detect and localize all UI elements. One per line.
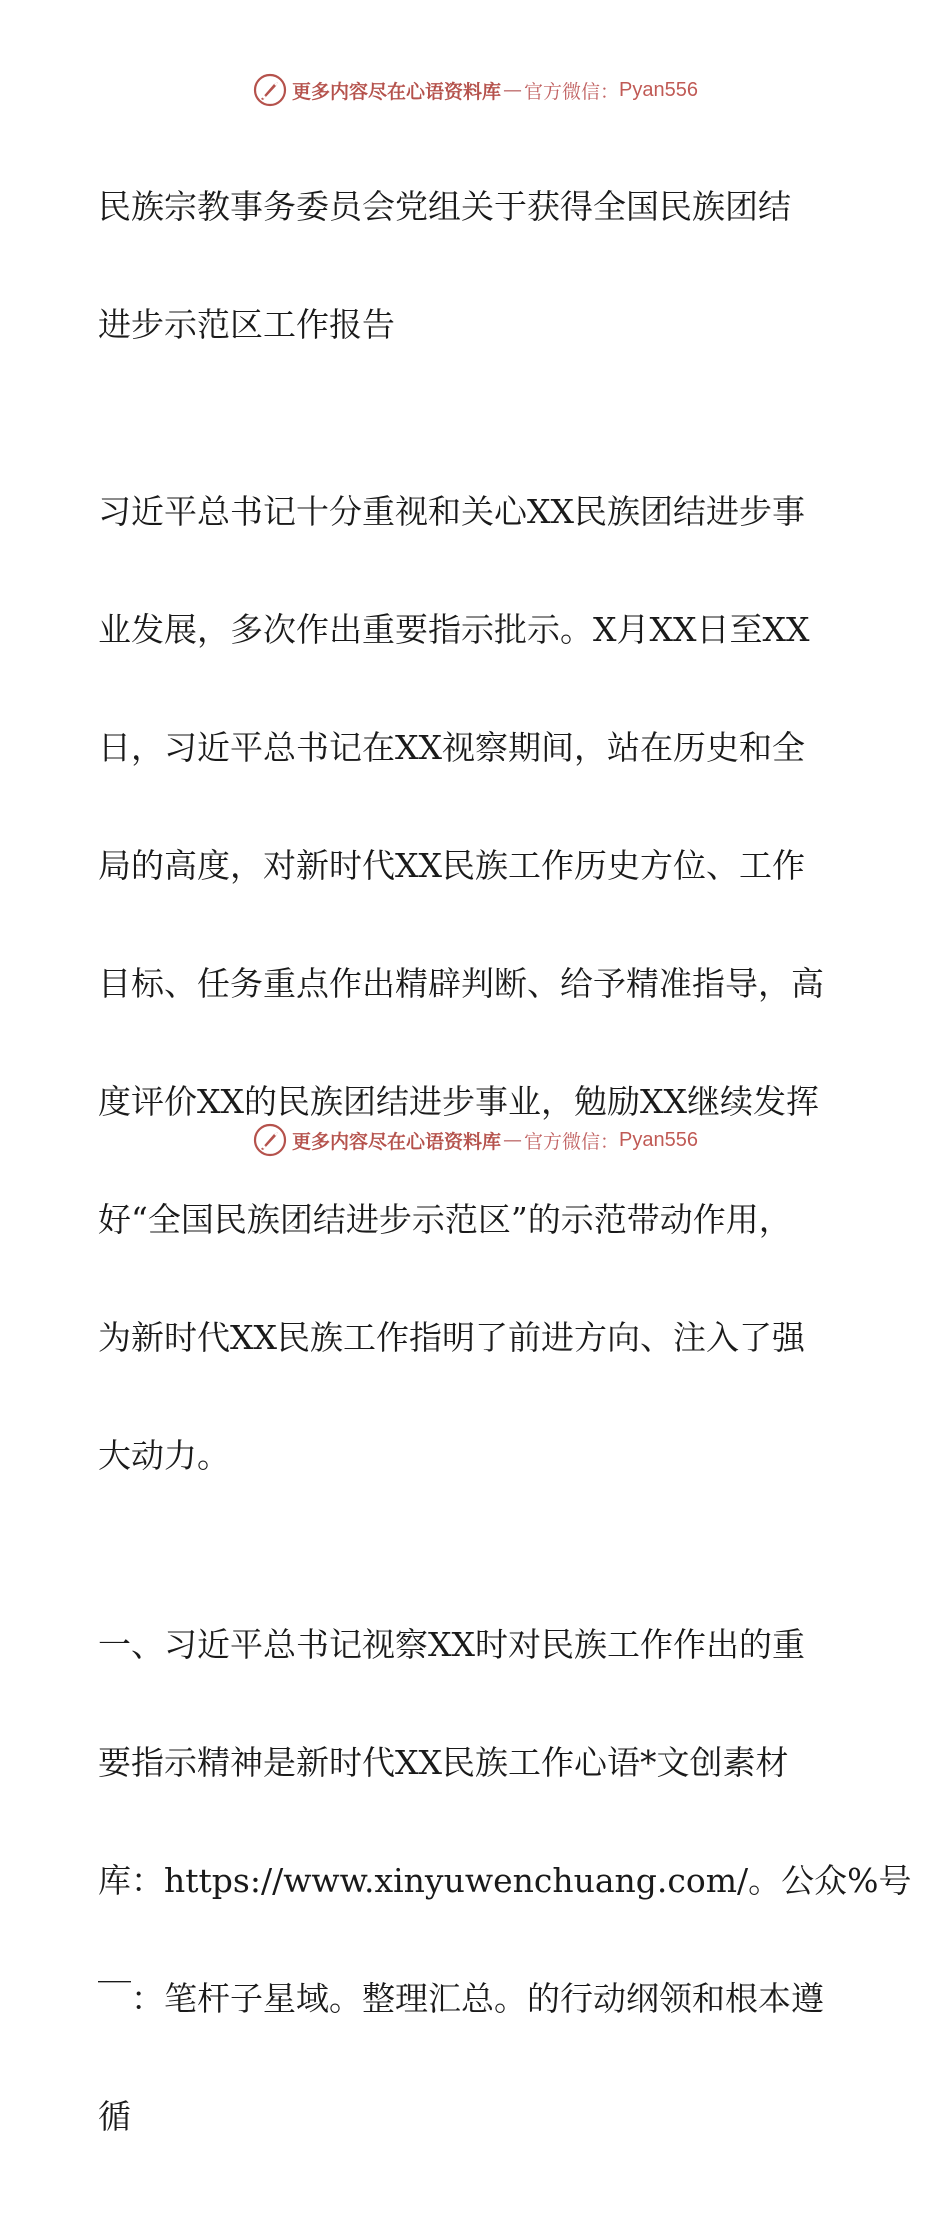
paragraph-line: 业发展，多次作出重要指示批示。X月XX日至XX <box>98 610 810 649</box>
paragraph-line: 大动力。 <box>98 1436 230 1475</box>
paragraph-line: 库：https://www.xinyuwenchuang.com/。公众%号 <box>98 1861 912 1900</box>
banner-text: 更多内容尽在心语资料库 <box>292 80 502 103</box>
document-body <box>98 118 912 2217</box>
paragraph-line: 为新时代XX民族工作指明了前进方向、注入了强 <box>98 1318 805 1357</box>
paragraph-line: 目标、任务重点作出精辟判断、给予精准指导，高 <box>98 964 824 1003</box>
paragraph-line: 日，习近平总书记在XX视察期间，站在历史和全 <box>98 728 805 767</box>
banner-separator: — <box>503 1129 523 1151</box>
paragraph-line: 习近平总书记十分重视和关心XX民族团结进步事 <box>98 492 805 531</box>
footer-banner <box>0 1120 950 1160</box>
pen-logo-icon <box>252 72 288 108</box>
banner-wechat-label: 官方微信： <box>524 80 620 103</box>
paragraph-line: 要指示精神是新时代XX民族工作心语*文创素材 <box>98 1743 789 1782</box>
paragraph-line: 好“全国民族团结进步示范区”的示范带动作用， <box>98 1200 792 1239</box>
document-title <box>98 118 858 413</box>
banner-separator: — <box>503 79 523 101</box>
banner-wechat-id: Pyan556 <box>619 1128 698 1151</box>
paragraph-line: 循 <box>98 2097 131 2136</box>
title-line: 民族宗教事务委员会党组关于获得全国民族团结 <box>98 187 791 226</box>
banner-wechat-id: Pyan556 <box>619 78 698 101</box>
banner-wechat-label: 官方微信： <box>524 1130 620 1153</box>
paragraph-line: ￣：笔杆子星域。整理汇总。的行动纲领和根本遵 <box>98 1979 824 2018</box>
paragraph-section-one <box>98 1556 912 2205</box>
pen-logo-icon <box>252 1122 288 1158</box>
title-line: 进步示范区工作报告 <box>98 305 395 344</box>
paragraph-intro <box>98 423 858 1544</box>
paragraph-line: 一、习近平总书记视察XX时对民族工作作出的重 <box>98 1625 805 1664</box>
paragraph-line: 局的高度，对新时代XX民族工作历史方位、工作 <box>98 846 805 885</box>
header-banner <box>0 70 950 110</box>
banner-text: 更多内容尽在心语资料库 <box>292 1130 502 1153</box>
paragraph-line: 度评价XX的民族团结进步事业，勉励XX继续发挥 <box>98 1082 819 1121</box>
